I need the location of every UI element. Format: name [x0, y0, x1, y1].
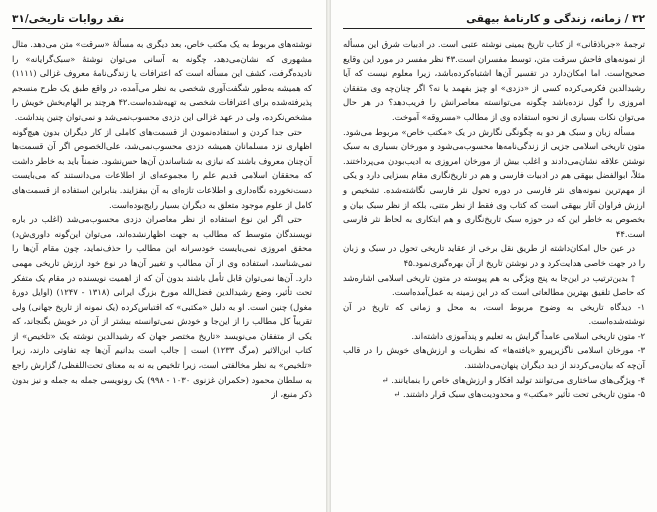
left-body-text: [12, 37, 312, 402]
list-item-2: ۲- متون تاریخی اسلامی عامداً گرایش به تعلیم و پندآموزی داشته‌اند.: [411, 330, 645, 341]
right-paragraph-4: † بدین‌ترتیب در این‌جا به پنج ویژگی به هم پیوسته در متون تاریخی اسلامی اشاره‌شد که حاصل تلفیق بهترین مطالعاتی است که در این زمینه به عمل‌آمده‌است.: [343, 272, 645, 298]
right-paragraph-3: در عین حال امکان‌داشته از طریق نقل برخی از عقاید تاریخی تحول در سبک و زبان را در جهت خاصی هدایت‌کرد و در نوشتن تاریخ از آن بهره‌گیری‌نمود.۴۵: [343, 243, 645, 268]
right-running-header: ۳۲ / زمانه، زندگی و کارنامهٔ بیهقی: [343, 12, 645, 29]
right-paragraph-2: مسأله زبان و سبک هر دو به چگونگی نگارش در یک «مکتب خاص» مربوط می‌شود. متون تاریخی اسلامی جزیی از زندگی‌نامه‌ها محسوب‌می‌شود و مورخان بسیاری به سبک نوشتن علاقه نشان‌می‌دادند و اغلب بیش از مورخان امروزی به ادیب‌بودن می‌پرداختند. مثلاً، ابوالفضل بیهقی هم در ادبیات فارسی و هم در تاریخ‌نگاری مقام بسزایی دارد و یکی از مهم‌ترین نمونه‌های نثر فارسی در دوره تحول نثر فارسی نگاشته‌شده. تشخیص و ارزش فراوان آثار بیهقی است که کتاب وی فقط از نظر متنی، بلکه از نظر سبک بیان و بخصوص به خاطر این که در حوزه سبک تاریخ‌نگاری و هم ابتکاری به لحاظ نثر فارسی است.۴۴: [343, 126, 645, 239]
list-item-1: ۱- دیدگاه تاریخی به وضوح مربوط است، به محل و زمانی که تاریخ در آن نوشته‌شده‌است.: [343, 301, 645, 327]
left-running-header: نقد روایات تاریخی/۳۱: [12, 12, 312, 29]
list-item-3: ۳- مورخان اسلامی ناگزیرپیرو‌ «یافته‌ها» که نظریات و ارزش‌های خویش را در قالب آن‌چه که بیان‌می‌کردند از دید دیگران پنهان‌می‌داشتند.: [343, 345, 645, 371]
left-page: [0, 0, 326, 512]
right-body-text: [343, 37, 645, 402]
left-paragraph-3: حتی اگر این نوع استفاده از نظر معاصران دزدی محسوب‌می‌شد (اغلب در باره نویسندگان متوسط که مطالب به جهت اظهارنشده‌اند، می‌توان این‌گونه داوری‌ش‌د) محقق امروزی نمی‌بایست خودسرانه این مطالب را حذف‌نماید، چون مقام آن‌ها را نمی‌شناسد، استفاده وی از آن مطالب و تغییر آن‌ها در نوع خود ارزش تاریخی مهمی دارد. آن‌ها نمی‌توان قابل تأمل باشند بدون آن که از اهمیت نویسنده در مقام یک متفکر تحت تأثیر، وضع رشیدالدین فضل‌الله مورخ بزرگ ایرانی (۱۳۱۸ - ۱۲۴۷) (اوایل دورهٔ مغول) چنین است. او به دلیل «مکتبی» که اقتباس‌کرده (یک نمونه از تاریخ جهانی) ولی تقریباً کل مطالب را از این‌جا و خودش نمی‌توانسته بیشتر از آن در خویش بگنجاند، که یکی از متفقان می‌نویسد «تاریخ مختصر جهان که رشیدالدین نوشته یک «تلخیص» از کتاب ابن‌الاثیر (مرگ ۱۲۳۳) است | جالب است بدانیم آن‌ها چه تفاوتی دارند، زیرا «تلخیص» به نظر مخالفتی است، زیرا تلخیص به نه به معنای تحت‌اللفظی/ گزارش راجع به سلطان محمود (حکمران غزنوی ۱۰۳۰ - ۹۹۸) یک رونویسی جمله به جمله و نیز بدون ذکر منبع، از: [12, 214, 312, 400]
list-item-5: ۵- متون تاریخی تحت تأثیر «مکتب» و محدودیت‌های سبک قرار داشتند. ↵: [393, 389, 645, 400]
right-paragraph-1: ترجمهٔ «جرباذقانی» از کتاب تاریخ یمینی نوشته عتبی است. در ادبیات شرق این مسأله از نمونه‌های فاحش سرقت متن، توسط مفسران است.۴۳ نظر مفسر در مورد این وقایع صحیح‌است. اما امکان‌دارد در تفسیر آن‌ها اشتباه‌کرده‌باشد، زیرا معلوم نیست که آیا رشیدالدین فکرمی‌کرده کسی از «دزدی» او چیز بفهمد یا نه؟ اگر چنان‌چه وی متفقان امروزی را گول نزده‌باشد چگونه می‌توانسته معاصرانش را فریب‌دهد؟ در هر حال می‌توان نکات بسیاری از نحوه استفاده وی از مطالب «مسروقه» آموخت.: [343, 39, 645, 122]
left-paragraph-1: نوشته‌های مربوط به یک مکتب خاص، بعد دیگری به مسألهٔ «سرقت» متن می‌دهد. مثال مشهوری که نشان‌می‌دهد، چگونه به آسانی می‌توان نوشتهٔ «سبک‌گرایانه» را نادیده‌گرفت، کشف این مسأله است که اعترافات یا زندگی‌نامهٔ معروف غزالی (۱۱۱۱) که همیشه به‌طور شگفت‌آوری شخصی به نظر می‌آمده، در واقع طبق یک طرح منسجم پذیرفته‌شده برای اعترافات شخصی به تهیه‌شده‌است.۴۲ هرچند بر الهام‌بخش خویش را مشخص‌نکرده، ولی در عهد غزالی این دزدی محسوب‌نمی‌شد و نمی‌توان چنین پنداشت.: [12, 39, 312, 122]
list-item-4: ۴- ویژگی‌های ساختاری می‌توانند تولید افکار و ارزش‌های خاص را بنمایانند. ↵: [381, 374, 645, 385]
left-paragraph-2: حتی جدا کردن و استفاده‌نمودن از قسمت‌های کاملی از کار دیگران بدون هیچ‌گونه اظهاری نزد مسلمانان همیشه دزدی محسوب‌نمی‌شد، علی‌الخصوص اگر آن قسمت‌ها آن‌چنان معروف باشند که نیازی به شناساندن آن‌ها حس‌نشود. ضمناً باید به خاطر داشت که محققان اسلامی قدیم علم را مجموعه‌ای از اطلاعات می‌دانستند که می‌بایست دست‌نخورده نگاه‌داری و اطلاعات تازه‌ای به آن بیفزایند. بنابراین استفاده از قسمت‌های کامل از علوم موجود متعلق به دیگران بسیار رایج‌بوده‌است.: [12, 126, 312, 210]
right-page: [331, 0, 657, 512]
